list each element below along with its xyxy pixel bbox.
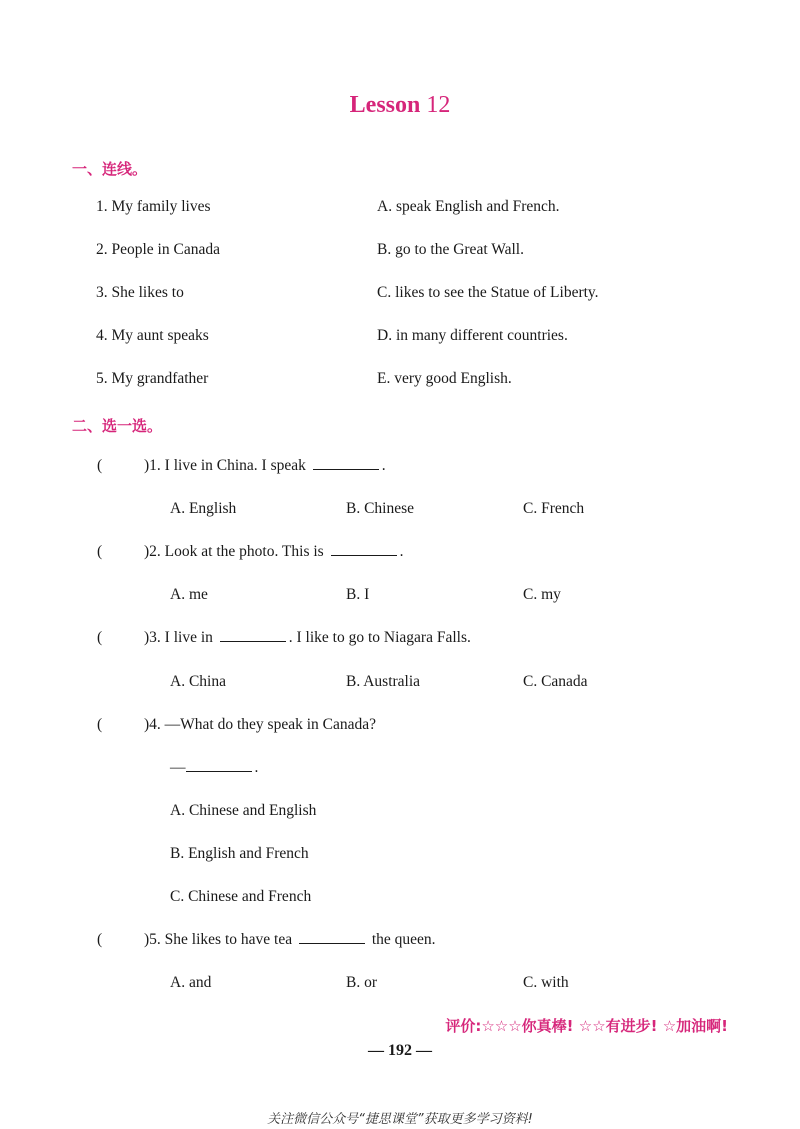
q4-option-a: A. Chinese and English [170,802,317,819]
q1-text: I live in China. I speak [164,457,306,474]
q4-end: . [254,759,259,776]
q4-blank[interactable] [186,770,252,772]
question-4 [144,716,376,734]
q5-option-a: A. and [170,974,212,991]
match-left-1: 1. My family lives [96,198,211,215]
q2-option-a: A. me [170,586,208,603]
q2-number: )2. [144,543,161,560]
q2-text: Look at the photo. This is [164,543,324,560]
q2-option-c: C. my [523,586,561,603]
question-2 [144,543,403,561]
title-word: Lesson [349,92,421,118]
title-number: 12 [426,92,451,118]
match-right-d: D. in many different countries. [377,327,568,344]
q1-option-a: A. English [170,500,237,517]
match-right-c: C. likes to see the Statue of Liberty. [377,284,599,301]
q2-bracket: ( [97,543,103,560]
question-1 [144,457,386,475]
q3-text: I live in [164,629,213,646]
q4-number: )4. [144,716,161,733]
match-right-e: E. very good English. [377,370,512,387]
question-3 [144,629,471,647]
q1-blank[interactable] [313,468,379,470]
q2-option-b: B. I [346,586,370,603]
q3-option-b: B. Australia [346,673,421,690]
page-number: — 192 — [368,1042,432,1059]
match-right-a: A. speak English and French. [377,198,560,215]
q5-blank[interactable] [299,942,365,944]
q3-option-a: A. China [170,673,226,690]
q5-end: the queen. [371,931,436,948]
q5-bracket: ( [97,931,103,948]
q2-blank[interactable] [331,554,397,556]
q4-text: —What do they speak in Canada? [164,716,377,733]
match-left-4: 4. My aunt speaks [96,327,209,344]
q4-bracket: ( [97,716,103,733]
page-title [0,92,800,119]
q1-number: )1. [144,457,161,474]
q4-dash: — [170,759,186,776]
question-5 [144,931,436,949]
q3-blank[interactable] [220,640,286,642]
match-left-5: 5. My grandfather [96,370,209,387]
match-left-2: 2. People in Canada [96,241,220,258]
match-right-b: B. go to the Great Wall. [377,241,524,258]
evaluation-line: 评价:☆☆☆你真棒! ☆☆有进步! ☆加油啊! [445,1017,728,1035]
q1-end: . [381,457,386,474]
q5-number: )5. [144,931,161,948]
q1-option-c: C. French [523,500,585,517]
q5-option-c: C. with [523,974,569,991]
section2-heading: 二、选一选。 [72,417,163,435]
q3-option-c: C. Canada [523,673,588,690]
q5-text: She likes to have tea [164,931,293,948]
q4-option-b: B. English and French [170,845,309,862]
match-left-3: 3. She likes to [96,284,184,301]
q4-answer-line [170,759,258,777]
q3-number: )3. [144,629,161,646]
q3-bracket: ( [97,629,103,646]
q1-bracket: ( [97,457,103,474]
q4-option-c: C. Chinese and French [170,888,312,905]
q1-option-b: B. Chinese [346,500,415,517]
q5-option-b: B. or [346,974,377,991]
q3-end: . I like to go to Niagara Falls. [288,629,471,646]
section1-heading: 一、连线。 [72,160,148,178]
q2-end: . [399,543,404,560]
footer-note: 关注微信公众号“捷思课堂”获取更多学习资料! [267,1112,533,1127]
